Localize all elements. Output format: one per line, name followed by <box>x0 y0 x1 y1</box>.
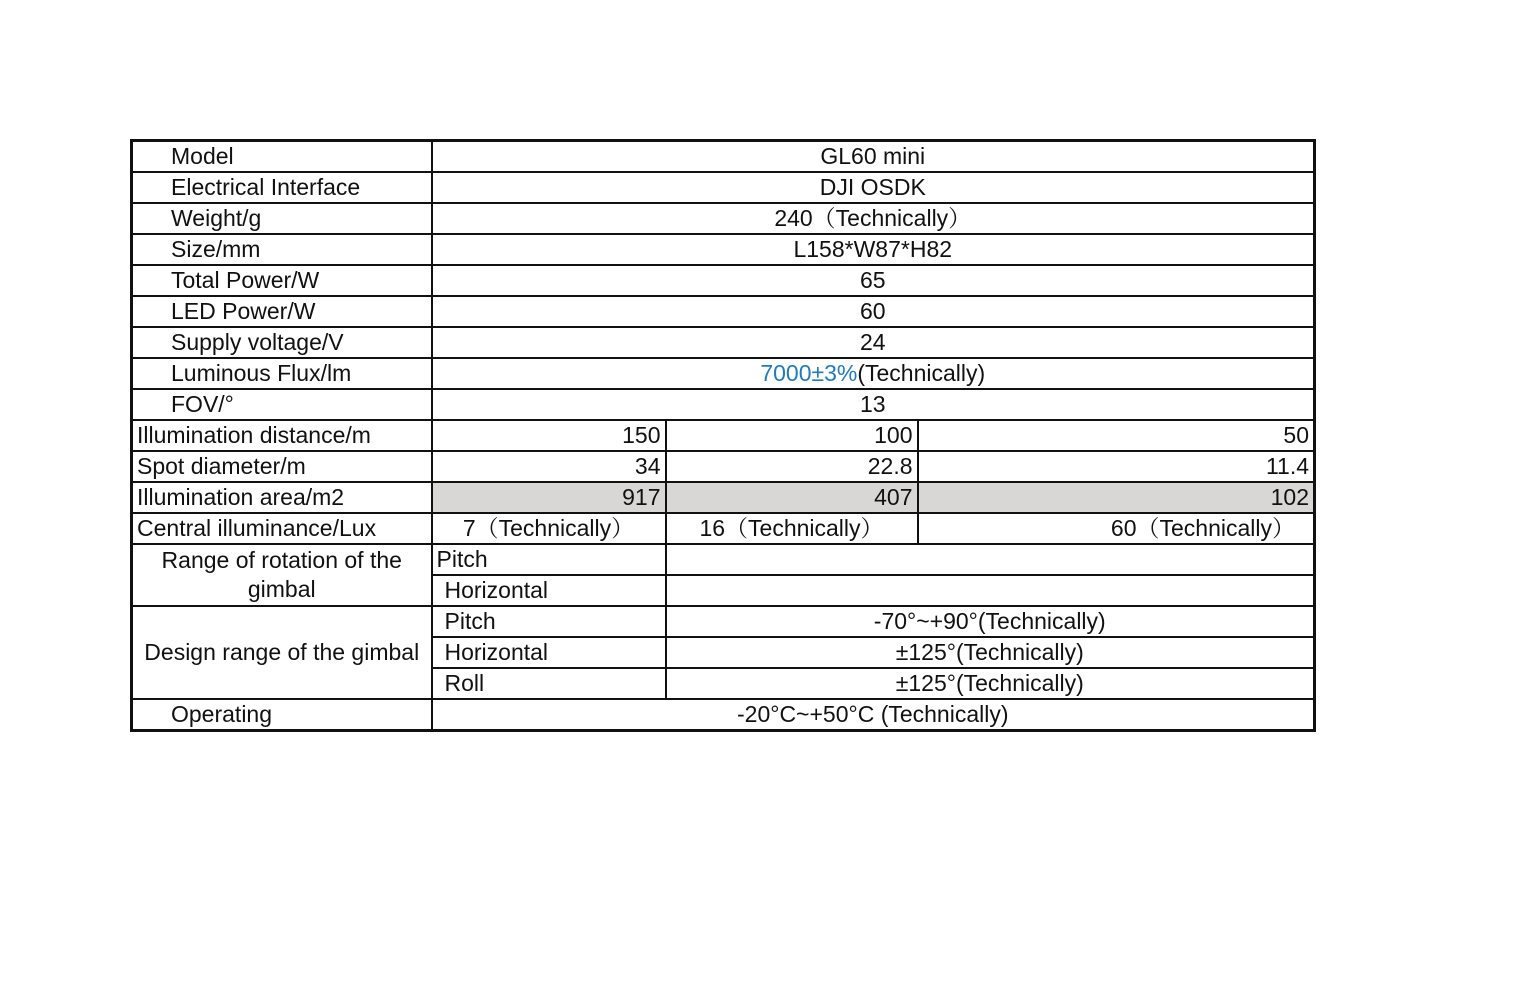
row-weight <box>132 203 1315 234</box>
illumination-distance-value: 50 <box>918 420 1315 451</box>
illumination-area-value: 917 <box>432 482 666 513</box>
design-value-roll: ±125°(Technically) <box>666 668 1315 699</box>
row-illumination-distance <box>132 420 1315 451</box>
luminous-flux-accent: 7000±3% <box>760 360 858 386</box>
size-label: Size/mm <box>132 234 432 265</box>
operating-value: -20°C~+50°C (Technically) <box>432 699 1315 731</box>
row-design-pitch <box>132 606 1315 637</box>
row-fov <box>132 389 1315 420</box>
spot-diameter-value: 11.4 <box>918 451 1315 482</box>
row-rotation-pitch <box>132 544 1315 575</box>
illumination-distance-value: 100 <box>666 420 918 451</box>
row-led-power <box>132 296 1315 327</box>
weight-value: 240（Technically） <box>432 203 1315 234</box>
spec-table <box>130 139 1316 732</box>
size-value: L158*W87*H82 <box>432 234 1315 265</box>
rotation-value-pitch <box>666 544 1315 575</box>
supply-voltage-value: 24 <box>432 327 1315 358</box>
led-power-value: 60 <box>432 296 1315 327</box>
electrical-interface-label: Electrical Interface <box>132 172 432 203</box>
central-illuminance-value: 60（Technically） <box>918 513 1315 544</box>
fov-label: FOV/° <box>132 389 432 420</box>
spot-diameter-label: Spot diameter/m <box>132 451 432 482</box>
design-axis-pitch: Pitch <box>432 606 666 637</box>
design-range-label: Design range of the gimbal <box>132 606 432 699</box>
total-power-label: Total Power/W <box>132 265 432 296</box>
design-axis-roll: Roll <box>432 668 666 699</box>
weight-label: Weight/g <box>132 203 432 234</box>
illumination-area-label: Illumination area/m2 <box>132 482 432 513</box>
row-supply-voltage <box>132 327 1315 358</box>
central-illuminance-value: 16（Technically） <box>666 513 918 544</box>
led-power-label: LED Power/W <box>132 296 432 327</box>
luminous-flux-value <box>432 358 1315 389</box>
rotation-value-horizontal <box>666 575 1315 606</box>
illumination-area-value: 407 <box>666 482 918 513</box>
central-illuminance-value: 7（Technically） <box>432 513 666 544</box>
row-total-power <box>132 265 1315 296</box>
row-central-illuminance <box>132 513 1315 544</box>
model-value: GL60 mini <box>432 141 1315 173</box>
design-value-pitch: -70°~+90°(Technically) <box>666 606 1315 637</box>
row-spot-diameter <box>132 451 1315 482</box>
luminous-flux-label: Luminous Flux/lm <box>132 358 432 389</box>
rotation-axis-horizontal: Horizontal <box>432 575 666 606</box>
row-model <box>132 141 1315 173</box>
row-luminous-flux <box>132 358 1315 389</box>
luminous-flux-note: (Technically) <box>857 360 986 386</box>
rotation-axis-pitch: Pitch <box>432 544 666 575</box>
design-value-horizontal: ±125°(Technically) <box>666 637 1315 668</box>
fov-value: 13 <box>432 389 1315 420</box>
central-illuminance-label: Central illuminance/Lux <box>132 513 432 544</box>
supply-voltage-label: Supply voltage/V <box>132 327 432 358</box>
electrical-interface-value: DJI OSDK <box>432 172 1315 203</box>
rotation-range-label: Range of rotation of the gimbal <box>132 544 432 606</box>
operating-label: Operating <box>132 699 432 731</box>
design-axis-horizontal: Horizontal <box>432 637 666 668</box>
row-illumination-area <box>132 482 1315 513</box>
row-size <box>132 234 1315 265</box>
illumination-distance-value: 150 <box>432 420 666 451</box>
total-power-value: 65 <box>432 265 1315 296</box>
spot-diameter-value: 22.8 <box>666 451 918 482</box>
illumination-distance-label: Illumination distance/m <box>132 420 432 451</box>
row-operating <box>132 699 1315 731</box>
model-label: Model <box>132 141 432 173</box>
row-electrical-interface <box>132 172 1315 203</box>
spot-diameter-value: 34 <box>432 451 666 482</box>
illumination-area-value: 102 <box>918 482 1315 513</box>
